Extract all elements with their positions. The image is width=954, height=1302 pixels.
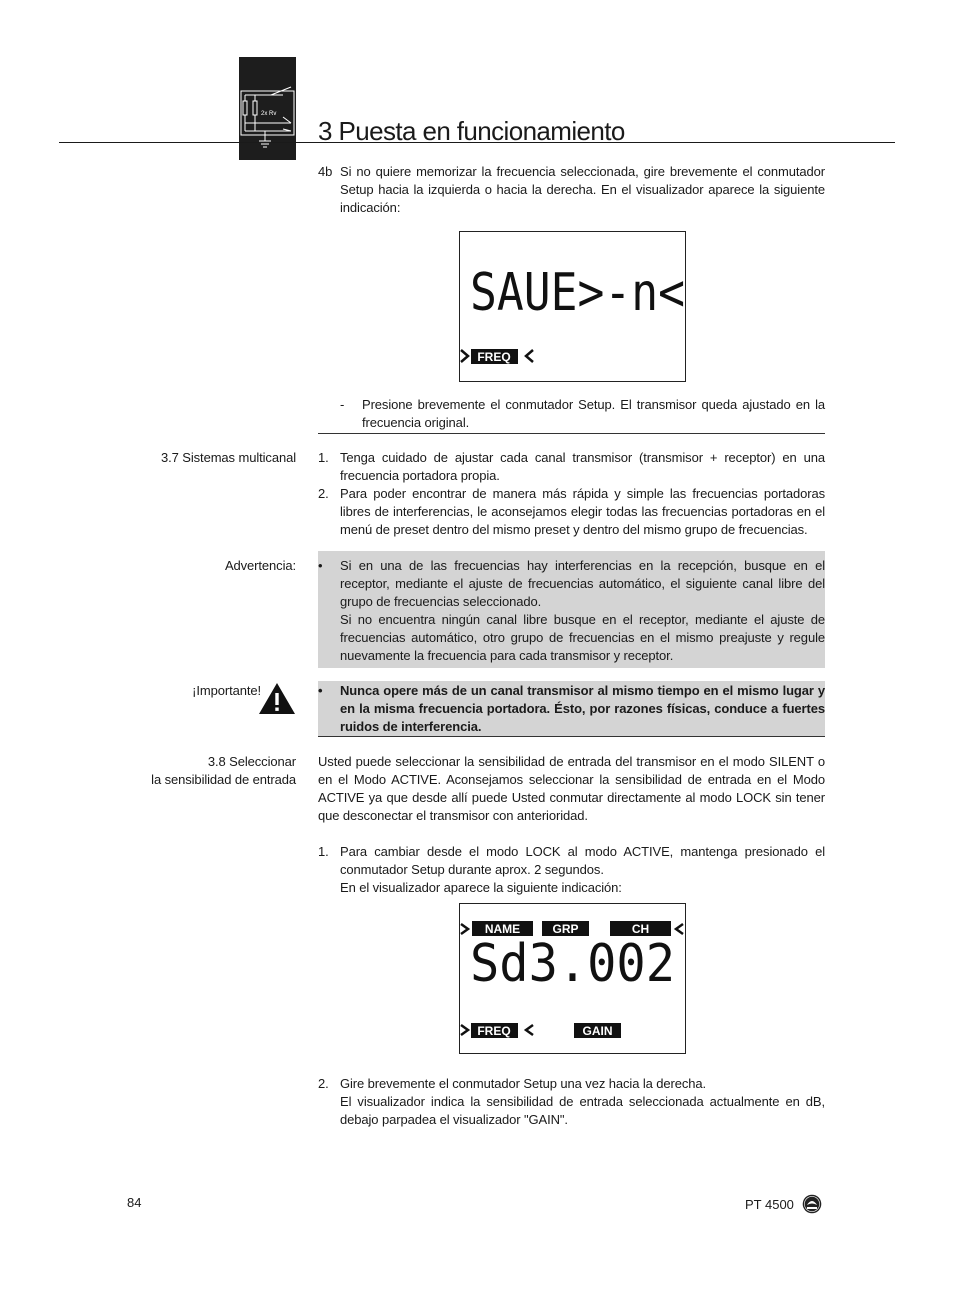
important-bullet: • — [318, 683, 323, 698]
page-number: 84 — [127, 1195, 142, 1210]
lcd-main-text: Sd3.002 — [470, 934, 675, 994]
dash-marker: - — [340, 397, 345, 412]
list-item — [318, 485, 825, 539]
arrow-left-icon — [526, 350, 533, 362]
divider — [318, 736, 825, 737]
product-name: PT 4500 — [745, 1197, 794, 1212]
list-item — [318, 449, 825, 485]
list-text: Para poder encontrar de manera más rápida y simple las frecuencias portadoras libres de interferencias, le aconsejamos elegir todas las frecuencias portadoras en el menú de preset dentro del mismo preset y dentro del mismo grupo de frecuencias. — [340, 486, 825, 537]
arrow-right-icon — [461, 350, 468, 362]
warning-text-2: Si no encuentra ningún canal libre busque en el receptor, mediante el ajuste de frecuencias automático, otro grupo de frecuencias en el mismo preajuste y regule nuevamente la frecuencia para cada transmisor y receptor. — [340, 612, 825, 663]
important-text: Nunca opere más de un canal transmisor al mismo tiempo en el mismo lugar y en la misma frecuencia portadora. Ésto, por razones físicas, conduce a fuertes ruidos de interferencia. — [340, 683, 825, 734]
arrow-right-icon — [461, 924, 468, 934]
step2-text-2: El visualizador indica la sensibilidad de entrada seleccionada actualmente en dB, debajo parpadea el visualizador "GAIN". — [340, 1094, 825, 1127]
warning-bullet: • — [318, 558, 323, 573]
lcd-gain-tag: GAIN — [582, 1024, 613, 1038]
warning-triangle-icon — [258, 681, 296, 716]
divider — [318, 433, 825, 434]
lcd-ch-tag: CH — [631, 922, 650, 936]
list-number: 1. — [318, 450, 329, 465]
section-3-8-label-line1: 3.8 Seleccionar — [207, 754, 296, 769]
list-text — [340, 1075, 825, 1129]
lcd-display-save — [459, 231, 686, 382]
list-text — [340, 843, 825, 897]
lcd-main-text: SAUE>-n< — [470, 263, 685, 323]
chapter-tab — [239, 57, 296, 160]
step2-text: Gire brevemente el conmutador Setup una vez hacia la derecha. — [340, 1076, 707, 1091]
warning-label: Advertencia: — [224, 558, 296, 573]
circuit-diagram-icon — [239, 57, 296, 160]
lcd-grp-tag: GRP — [552, 922, 579, 936]
arrow-left-icon — [676, 924, 683, 934]
important-label: ¡Importante! — [192, 683, 261, 698]
tab-label: 2x Rv — [261, 111, 277, 117]
section-3-8-label — [100, 753, 296, 789]
lcd-display-gain — [459, 903, 686, 1054]
list-item — [318, 843, 825, 897]
list-item — [318, 1075, 825, 1129]
step-4b-marker: 4b — [318, 164, 333, 179]
section-3-8-intro: Usted puede seleccionar la sensibilidad de entrada del transmisor en el modo SILENT o en el Modo ACTIVE. Aconsejamos seleccionar la sensibilidad de entrada en el Modo ACTIVE ya que desde allí puede Usted conmutar directamente al modo LOCK sin tener que desconectar el transmisor con anterioridad. — [318, 754, 825, 823]
step1-text: Para cambiar desde el modo LOCK al modo ACTIVE, mantenga presionado el conmutador Setup durante aprox. 2 segundos. — [340, 844, 825, 877]
arrow-left-icon — [526, 1025, 533, 1035]
chapter-title: 3 Puesta en funcionamiento — [318, 116, 625, 146]
section-3-8-label-line2: la sensibilidad de entrada — [151, 772, 296, 787]
list-number: 2. — [318, 486, 329, 501]
arrow-right-icon — [461, 1025, 468, 1035]
list-number: 2. — [318, 1076, 329, 1091]
lcd-name-tag: NAME — [484, 922, 521, 936]
warning-text: Si en una de las frecuencias hay interferencias en la recepción, busque en el receptor, mediante el ajuste de frecuencias automático, el siguiente canal libre del grupo de frecuencias seleccionado. — [340, 558, 825, 609]
lcd-freq-tag: FREQ — [477, 1024, 511, 1038]
dash-text: Presione brevemente el conmutador Setup. El transmisor queda ajustado en la frecuencia original. — [362, 397, 825, 430]
akg-logo-icon — [802, 1194, 822, 1214]
lcd-freq-tag: FREQ — [477, 350, 511, 364]
step-4b-text: Si no quiere memorizar la frecuencia seleccionada, gire brevemente el conmutador Setup hacia la izquierda o hacia la derecha. En el visualizador aparece la siguiente indicación: — [340, 164, 825, 215]
section-3-7-label: 3.7 Sistemas multicanal — [161, 450, 296, 465]
list-text: Tenga cuidado de ajustar cada canal transmisor (transmisor + receptor) en una frecuencia portadora propia. — [340, 450, 825, 483]
list-number: 1. — [318, 844, 329, 859]
step1-text-2: En el visualizador aparece la siguiente indicación: — [340, 880, 622, 895]
